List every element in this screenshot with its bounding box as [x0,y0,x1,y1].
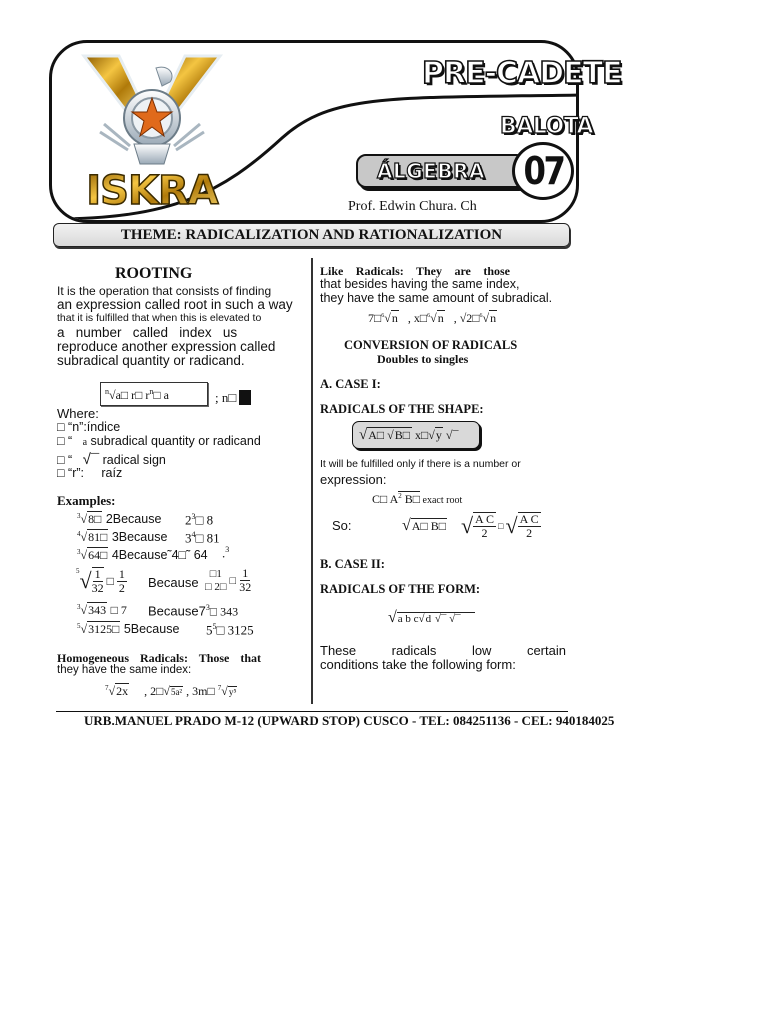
program-title: PRE-CADETE [422,56,622,91]
natural-numbers-symbol-icon [239,390,251,405]
case-1-note: expression: [320,472,387,487]
rooting-intro-5: reproduce another expression called [57,339,276,354]
professor-name: Prof. Edwin Chura. Ch [348,199,477,214]
where-item-root: □ “r”: raíz [57,466,123,480]
case-2-form-title: RADICALS OF THE FORM: [320,582,481,596]
case-1-formula-box: √A□ √B□ x□√y √¯ [352,421,480,449]
homogeneous-title: Homogeneous Radicals: Those that [57,651,261,665]
example-row-5: $^3$√343 □ 7 [77,603,127,617]
root-definition-formula: $^n$√a□ r□ $r^n□$ a [100,382,208,406]
rooting-intro-6: subradical quantity or radicand. [57,353,245,368]
theme-bar: THEME: RADICALIZATION AND RATIONALIZATION [53,223,570,247]
example-proof-3: .$^3$ [222,545,230,561]
rooting-title: ROOTING [115,265,193,282]
example-proof-5: $Because7^3□$ 343 [148,603,239,619]
footer-address: URB.MANUEL PRADO M-12 (UPWARD STOP) CUSCO - TEL: 084251136 - CEL: 940184025 [84,713,615,728]
example-row-6: $^5$√3125□ 5Because [77,622,180,636]
lesson-number: 07 [523,149,563,193]
footer-divider [56,711,568,712]
case-1-note-small: It will be fulfilled only if there is a number or [320,458,521,470]
example-because-4: Because [148,575,199,590]
like-radicals-body-2: they have the same amount of subradical. [320,291,553,305]
example-row-1: $^3$√8□ 2Because [77,512,162,526]
lesson-number-badge [512,142,574,200]
radical-sign-icon: √¯ [82,451,100,468]
example-row-2: $^4$√81□ 3Because [77,530,168,544]
example-proof-6: $5^5□$ 3125 [206,622,254,638]
iskra-logo [64,46,240,212]
homogeneous-body: they have the same index: [57,664,192,676]
like-radicals-title: Like Radicals: They are those [320,264,510,278]
so-formula: √ A□ B□ √ $\frac{\text{A C}}{2}$ □ √ $\frac{\text{A C}}{2}$ [402,512,539,540]
example-proof-1: $2^3□$ 8 [185,512,214,528]
brand-wordmark: ISKRA [86,168,218,212]
conversion-subtitle: Doubles to singles [377,352,469,366]
rooting-intro-4: a number called index us [57,325,238,340]
c-formula: C□ $A^2$ B□ exact root [372,492,463,506]
case-2-formula: √a b c√d √¯ √¯ [388,609,475,627]
like-radicals-body-1: that besides having the same index, [320,277,520,291]
conversion-title: CONVERSION OF RADICALS [344,338,518,352]
column-divider [311,258,313,704]
where-label: Where: [57,406,99,421]
example-proof-2: $3^4□$ 81 [185,530,220,546]
like-radicals-examples: 7□$^6$√n , x□$^6$√n , √2□$^6$√n [368,311,497,325]
case-1-shape-title: RADICALS OF THE SHAPE: [320,402,484,416]
case-2-title: B. CASE II: [320,557,385,571]
example-row-3: $^3$√64□ 4Because˜4□˜ 64 [77,548,208,562]
subject-pill [356,154,526,188]
rooting-intro-3: that it is fulfilled that when this is elevated to [57,312,262,324]
rooting-intro-1: It is the operation that consists of finding [57,284,272,298]
case-2-note: These radicals low certain [320,643,566,658]
case-1-title: A. CASE I: [320,377,381,391]
examples-title: Examples: [57,493,116,508]
case-2-note-2: conditions take the following form: [320,657,516,672]
example-proof-4: □1 □ 2□ □ $\frac{1}{32}$ [205,566,252,594]
rooting-intro-2: an expression called root in such a way [57,297,293,312]
where-item-radical-sign: □ “ √¯ radical sign [57,451,166,468]
index-condition: ; n□ [215,390,251,406]
where-item-radicand: □ “ a subradical quantity or radicand [57,434,261,448]
homogeneous-examples: $^7$√2x , 2□√5a² , 3m□ $^7$√y⁵ [105,684,237,698]
subject-label: ÁLGEBRA [377,159,485,183]
example-row-4: 5 √ $\frac{1}{32}$ □ $\frac{1}{2}$ [76,566,125,595]
so-label: So: [332,518,352,533]
series-label: BALOTA [500,114,594,139]
where-item-index: □ “n”:índice [57,420,121,434]
